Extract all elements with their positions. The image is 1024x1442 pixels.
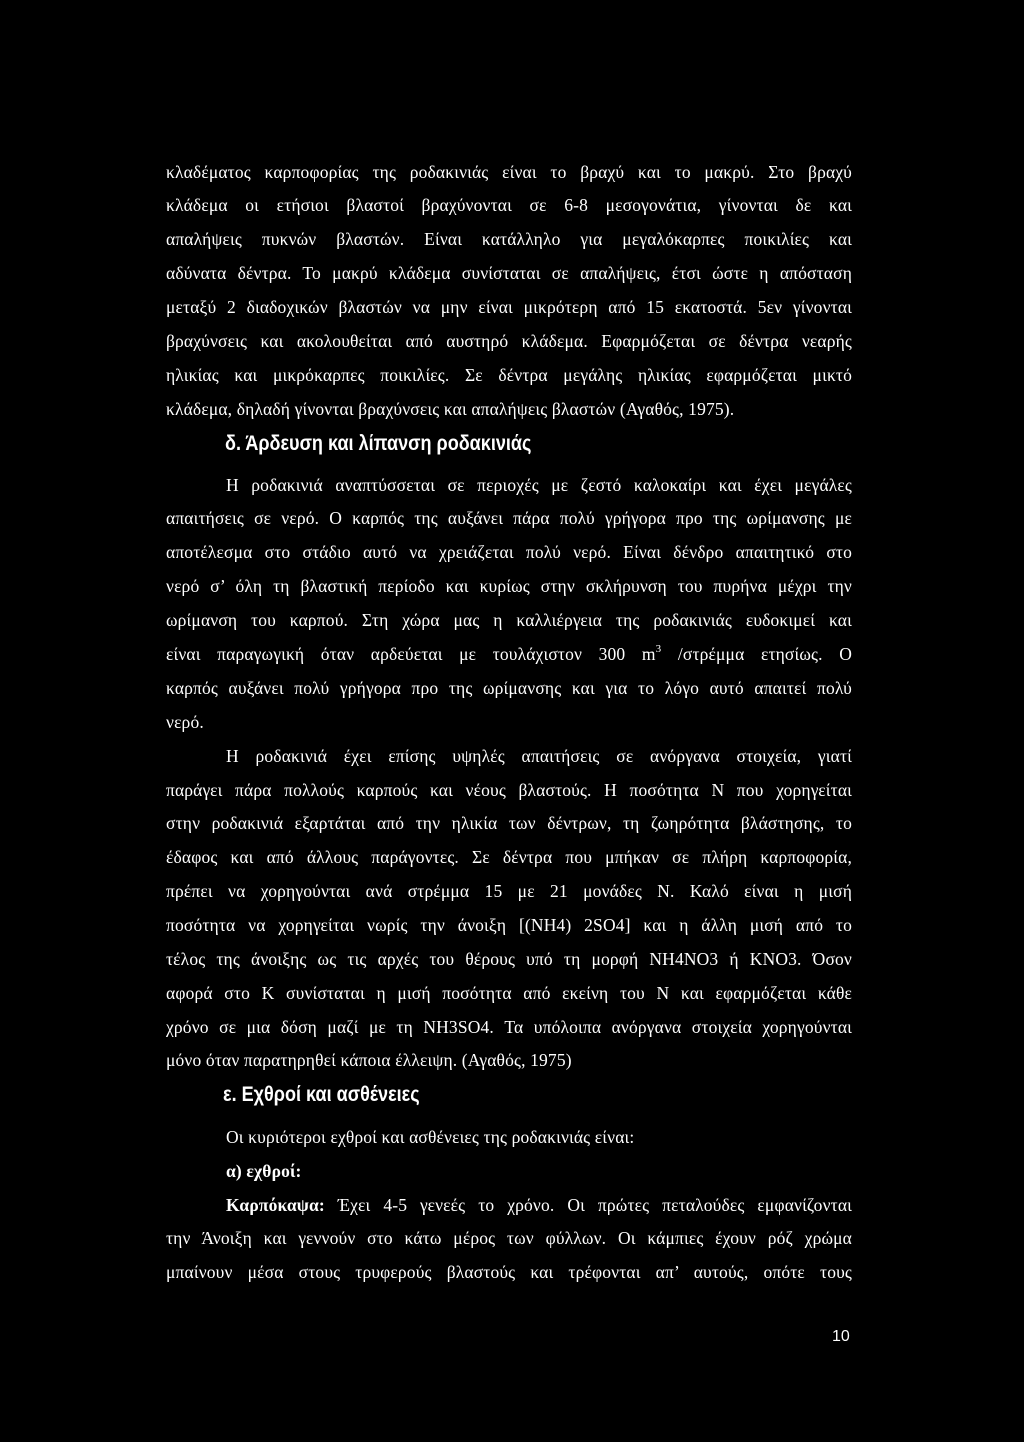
paragraph-line: απαιτήσεις σε νερό. Ο καρπός της αυξάνει πάρα πολύ γρήγορα προ της ωρίμανσης με [166, 508, 852, 528]
paragraph-line: ωρίμανση του καρπού. Στη χώρα μας η καλλιέργεια της ροδακινιάς ευδοκιμεί και [166, 610, 852, 630]
paragraph-line: αφορά στο Κ συνίσταται η μισή ποσότητα από εκείνη του Ν και εφαρμόζεται κάθε [166, 983, 852, 1003]
paragraph-line: καρπός αυξάνει πολύ γρήγορα προ της ωρίμανσης και για το λόγο αυτό απαιτεί πολύ [166, 678, 852, 698]
line-text: είναι παραγωγική όταν αρδεύεται με τουλάχιστον 300 m [166, 644, 656, 664]
pest-name: Καρπόκαψα: [226, 1195, 325, 1215]
paragraph-line: κλαδέματος καρποφορίας της ροδακινιάς είναι το βραχύ και το μακρύ. Στο βραχύ [166, 162, 852, 182]
paragraph-line: βραχύνσεις και ακολουθείται από αυστηρό κλάδεμα. Εφαρμόζεται σε δέντρα νεαρής [166, 331, 852, 351]
paragraph-line: μόνο όταν παρατηρηθεί κάποια έλλειψη. (Αγαθός, 1975) [166, 1050, 572, 1070]
paragraph-line: αδύνατα δέντρα. Το μακρύ κλάδεμα συνίσταται σε απαλήψεις, έτσι ώστε η απόσταση [166, 263, 852, 283]
paragraph-line: πρέπει να χορηγούνται ανά στρέμμα 15 με 21 μονάδες Ν. Καλό είναι η μισή [166, 881, 852, 901]
paragraph-line: νερό σ’ όλη τη βλαστική περίοδο και κυρίως στην σκλήρυνση του πυρήνα μέχρι την [166, 576, 852, 596]
paragraph-line: αποτέλεσμα στο στάδιο αυτό να χρειάζεται πολύ νερό. Είναι δένδρο απαιτητικό στο [166, 542, 852, 562]
paragraph-line [226, 1194, 852, 1216]
paragraph-line: μπαίνουν μέσα στους τρυφερούς βλαστούς και τρέφονται απ’ αυτούς, οπότε τους [166, 1262, 852, 1282]
section-heading-irrigation: δ. Άρδευση και λίπανση ροδακινιάς [225, 432, 532, 455]
paragraph-line: ποσότητα να χορηγείται νωρίς την άνοιξη [(ΝΗ4) 2SO4] και η άλλη μισή από το [166, 915, 852, 935]
page-number: 10 [832, 1328, 850, 1345]
line-text: Έχει 4-5 γενεές το χρόνο. Οι πρώτες πεταλούδες εμφανίζονται [324, 1195, 852, 1215]
paragraph-line: Η ροδακινιά αναπτύσσεται σε περιοχές με ζεστό καλοκαίρι και έχει μεγάλες [226, 475, 852, 495]
paragraph-line: στην ροδακινιά εξαρτάται από την ηλικία των δέντρων, τη ζωηρότητα βλάστησης, το [166, 813, 852, 833]
paragraph-line: τέλος της άνοιξης ως τις αρχές του θέρους υπό τη μορφή ΝΗ4ΝΟ3 ή ΚΝΟ3. Όσον [166, 949, 852, 969]
line-text: /στρέμμα ετησίως. Ο [661, 644, 852, 664]
paragraph-line: την Άνοιξη και γεννούν στο κάτω μέρος των φύλλων. Οι κάμπιες έχουν ρόζ χρώμα [166, 1228, 852, 1248]
subheading-pests: α) εχθροί: [226, 1161, 302, 1181]
paragraph-line: έδαφος και από άλλους παράγοντες. Σε δέντρα που μπήκαν σε πλήρη καρποφορία, [166, 847, 852, 867]
paragraph-line: Η ροδακινιά έχει επίσης υψηλές απαιτήσεις σε ανόργανα στοιχεία, γιατί [226, 746, 852, 766]
paragraph-line: μεταξύ 2 διαδοχικών βλαστών να μην είναι μικρότερη από 15 εκατοστά. 5εν γίνονται [166, 297, 852, 317]
paragraph-line: χρόνο σε μια δόση μαζί με τη NH3SO4. Τα υπόλοιπα ανόργανα στοιχεία χορηγούνται [166, 1017, 852, 1037]
paragraph-line: κλάδεμα οι ετήσιοι βλαστοί βραχύνονται σε 6-8 μεσογονάτια, γίνονται δε και [166, 195, 852, 215]
paragraph-line: ηλικίας και μικρόκαρπες ποικιλίες. Σε δέντρα μεγάλης ηλικίας εφαρμόζεται μικτό [166, 365, 852, 385]
section-intro: Οι κυριότεροι εχθροί και ασθένειες της ροδακινιάς είναι: [226, 1127, 635, 1147]
paragraph-line: κλάδεμα, δηλαδή γίνονται βραχύνσεις και απαλήψεις βλαστών (Αγαθός, 1975). [166, 399, 735, 419]
paragraph-line: νερό. [166, 712, 204, 732]
superscript: 3 [655, 643, 662, 655]
paragraph-line [166, 643, 852, 665]
paragraph-line: παράγει πάρα πολλούς καρπούς και νέους βλαστούς. Η ποσότητα Ν που χορηγείται [166, 780, 852, 800]
paragraph-line: απαλήψεις πυκνών βλαστών. Είναι κατάλληλο για μεγαλόκαρπες ποικιλίες και [166, 229, 852, 249]
section-heading-pests: ε. Εχθροί και ασθένειες [223, 1083, 420, 1106]
